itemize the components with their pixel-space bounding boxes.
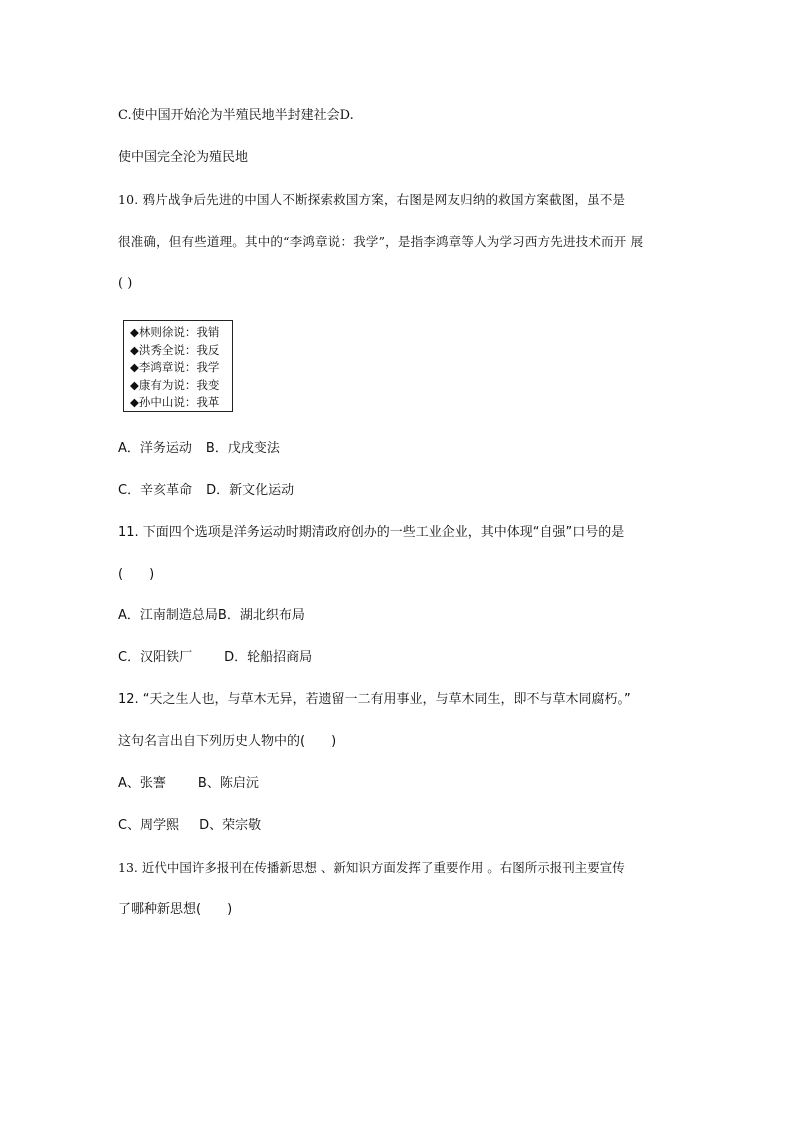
option-c: C．汉阳铁厂 <box>118 650 193 665</box>
option-c: C．辛亥革命 <box>118 483 193 498</box>
question-11-options-row-1 <box>118 607 305 625</box>
question-10-options-row-2 <box>118 482 294 500</box>
option-b: B．戊戌变法 <box>205 441 280 456</box>
question-11-blank: ( ) <box>118 567 155 582</box>
question-11-options-row-2 <box>118 649 312 667</box>
option-b: B、陈启沅 <box>197 776 259 791</box>
option-d: D．轮船招商局 <box>224 650 313 665</box>
option-a: A．江南制造总局 <box>118 608 218 623</box>
question-12-stem-line-2: 这句名言出自下列历史人物中的( ) <box>118 734 337 749</box>
question-10-stem-line-1: 10. 鸦片战争后先进的中国人不断探索救国方案，右图是网友归纳的救国方案截图，虽不是 <box>118 192 626 207</box>
rescue-plans-figure <box>123 320 233 412</box>
option-d-continuation: 使中国完全沦为殖民地 <box>118 150 249 165</box>
question-11-stem-line-1: 11. 下面四个选项是洋务运动时期清政府创办的一些工业企业，其中体现“自强”口号的是 <box>118 525 625 540</box>
question-10-stem-line-2: 很准确，但有些道理。其中的“李鸿章说：我学”，是指李鸿章等人为学习西方先进技术而开 展 <box>118 234 644 249</box>
question-12-stem-line-1: 12. “天之生人也，与草木无异，若遗留一二有用事业，与草木同生，即不与草木同腐朽。” <box>118 692 631 707</box>
question-10-options-row-1 <box>118 440 280 458</box>
question-13-stem-line-2: 了哪种新思想( ) <box>118 902 233 917</box>
question-12-options-row-2 <box>118 817 261 835</box>
question-12-options-row-1 <box>118 775 259 793</box>
figure-row-sun-zhongshan: ◆孙中山说：我革 <box>130 395 220 409</box>
option-d: D．新文化运动 <box>206 483 295 498</box>
option-c-line: C.使中国开始沦为半殖民地半封建社会D. <box>118 108 354 123</box>
question-13-stem-line-1: 13. 近代中国许多报刊在传播新思想 、新知识方面发挥了重要作用 。右图所示报刊主要宣传 <box>118 860 625 875</box>
figure-row-lin-zexu: ◆林则徐说：我销 <box>130 325 220 339</box>
option-a: A．洋务运动 <box>118 441 192 456</box>
figure-row-kang-youwei: ◆康有为说：我变 <box>130 377 220 392</box>
question-10-blank: ( ) <box>118 276 133 291</box>
option-c: C、周学熙 <box>118 818 180 833</box>
figure-row-li-hongzhang: ◆李鸿章说：我学 <box>130 360 220 374</box>
option-d: D、荣宗敬 <box>199 818 262 833</box>
figure-row-hong-xiuquan: ◆洪秀全说：我反 <box>130 342 220 357</box>
option-a: A、张謇 <box>118 776 166 791</box>
option-b: B．湖北织布局 <box>217 608 305 623</box>
